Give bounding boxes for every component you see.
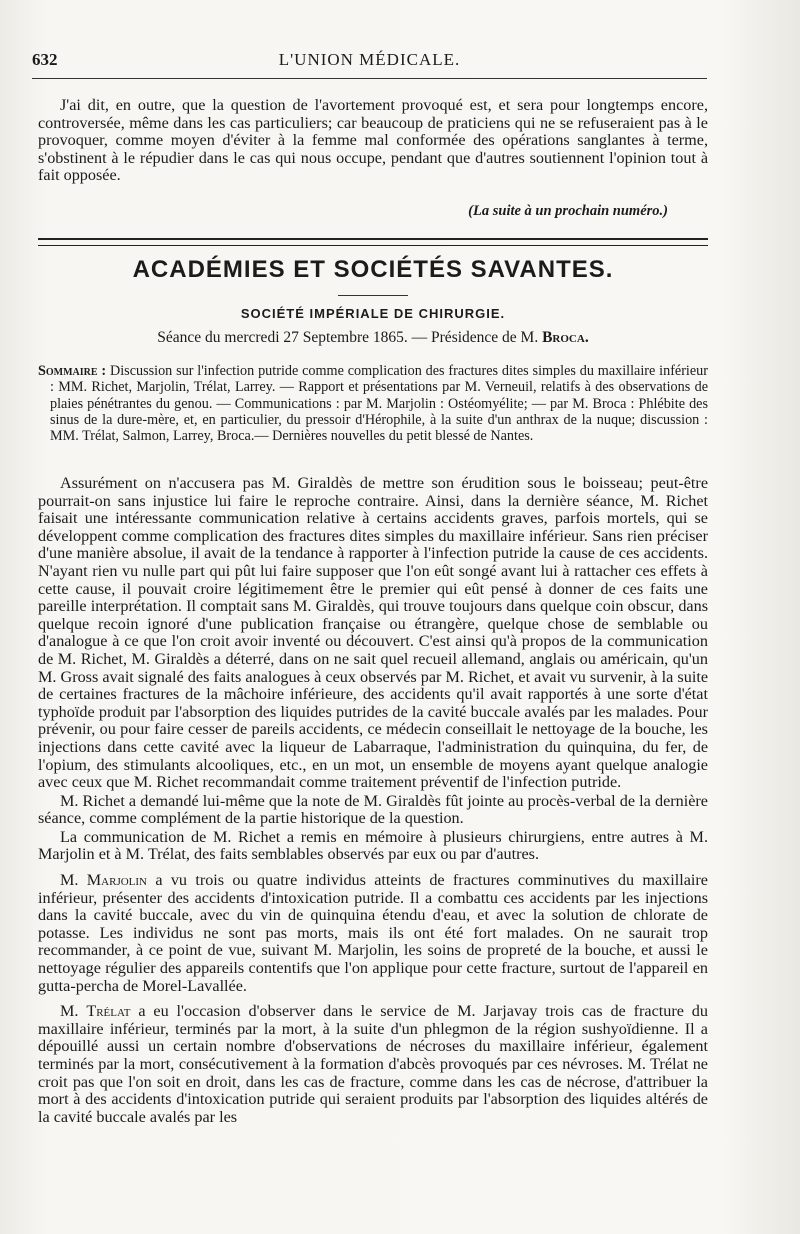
president-name: Broca. (542, 329, 589, 346)
paragraph-1: Assurément on n'accusera pas M. Giraldès de mettre son érudition sous le boisseau; peut-être pourrait-on sans injustice lui faire le reproche contraire. Ainsi, dans la dernière séance, M. Richet faisait une intéressante communication relative à certains accidents graves, parfois mortels, qui se développent comme complication des fractures dites simples du maxillaire inférieur. Sans rien préciser d'une manière absolue, il avait de la tendance à rapporter à l'infection putride la cause de ces accidents. N'ayant rien vu nulle part qui pût lui faire supposer que l'on eût songé avant lui à rattacher ces effets à cette cause, il pouvait croire légitimement être le premier qui eût pensé à donner de ces faits une pareille interprétation. Il comptait sans M. Giraldès, qui trouve toujours dans quelque coin obscur, dans quelque recoin ignoré d'une publication française ou étrangère, quelque chose de semblable ou d'analogue à ce que l'on croit avoir inventé ou découvert. C'est ainsi qu'à propos de la communication de M. Richet, M. Giraldès a déterré, dans on ne sait quel recueil allemand, anglais ou américain, qu'un M. Gross avait signalé des faits analogues à ceux observés par M. Richet, et avait vu survenir, à la suite de certaines fractures de la mâchoire inférieure, des accidents qu'il avait rapportés à une sorte d'état typhoïde produit par l'absorption des liquides putrides de la cavité buccale avalés par les malades. Pour prévenir, ou pour faire cesser de pareils accidents, ce médecin conseillait le nettoyage de la bouche, les injections dans cette cavité avec la liqueur de Labarraque, l'administration du quinquina, du fer, de l'opium, des stimulants alcooliques, etc., en un mot, un ensemble de moyens ayant quelque analogie avec ceux que M. Richet recommandait comme traitement préventif de l'infection putride. (38, 474, 708, 792)
speaker-prefix: M. (60, 871, 87, 890)
running-title: L'UNION MÉDICALE. (278, 50, 461, 69)
paragraph-4 (38, 872, 708, 995)
speaker-prefix: M. (60, 1002, 87, 1021)
speaker-name: Marjolin (86, 871, 147, 890)
section-title: ACADÉMIES ET SOCIÉTÉS SAVANTES. (132, 256, 614, 283)
report-body (38, 475, 708, 1126)
speaker-name: Trélat (86, 1002, 131, 1021)
society-name: SOCIÉTÉ IMPÉRIALE DE CHIRURGIE. (240, 306, 506, 321)
summary-text: Discussion sur l'infection putride comme complication des fractures dites simples du maxillaire inférieur : MM. Richet, Marjolin, Trélat, Larrey. — Rapport et présentations par M. Verneuil, relatifs à des observations de plaies pénétrantes du genou. — Communications : par M. Marjolin : Ostéomyélite; — par M. Broca : Phlébite des sinus de la dure-mère, et, en particulier, du pressoir d'Hérophile, à la suite d'un anthrax de la nuque; discussion : MM. Trélat, Salmon, Larrey, Broca.— Dernières nouvelles du petit blessé de Nantes. (50, 363, 708, 445)
summary-block (38, 363, 708, 444)
section-divider (38, 238, 708, 246)
continued-paragraph: J'ai dit, en outre, que la question de l'avortement provoqué est, et sera pour longtemps encore, controversée, même dans les cas particuliers; car beaucoup de praticiens qui ne se refuseraient pas à le provoquer, comme moyen d'éviter à la femme mal conformée des opérations sanglantes à terme, s'obstinent à le répudier dans le cas qui nous occupe, pendant que d'autres soutiennent l'opinion tout à fait opposée. (38, 96, 708, 185)
session-line (38, 329, 708, 347)
paragraph-5 (38, 1003, 708, 1126)
to-be-continued-note: (La suite à un prochain numéro.) (468, 203, 668, 219)
paragraph-5-text: a eu l'occasion d'observer dans le service de M. Jarjavay trois cas de fracture du maxillaire inférieur, terminés par la mort, à la suite d'un phlegmon de la région sushyoïdienne. Il a dépouillé aussi un certain nombre d'observations de nécroses du maxillaire inférieur, également terminés par la mort, consécutivement à la formation d'abcès provoqués par ces névroses. M. Trélat ne croit pas que l'on soit en droit, dans les cas de fracture, comme dans les cas de nécrose, d'attribuer la mort à des accidents d'intoxication putride qui seraient produits par l'absorption des liquides altérés de la cavité buccale avalés par les (38, 1002, 708, 1126)
page-number: 632 (32, 50, 58, 69)
page-header (32, 50, 707, 76)
continued-article (38, 97, 708, 185)
header-rule (32, 78, 707, 79)
paragraph-2: M. Richet a demandé lui-même que la note de M. Giraldès fût jointe au procès-verbal de la dernière séance, comme complément de la partie historique de la question. (38, 791, 708, 828)
title-rule (338, 295, 408, 296)
summary-paragraph (38, 363, 708, 444)
session-date: Séance du mercredi 27 Septembre 1865. — Présidence de M. (157, 329, 543, 346)
summary-label: Sommaire : (38, 363, 107, 379)
paragraph-4-text: a vu trois ou quatre individus atteints de fractures comminutives du maxillaire inférieur, présenter des accidents d'intoxication putride. Il a combattu ces accidents par les injections dans la cavité buccale, avec du vin de quinquina étendu d'eau, et avec la solution de chlorate de potasse. Les individus ne sont pas morts, mais ils ont été fort malades. On ne saurait trop recommander, à ce point de vue, suivant M. Marjolin, les soins de propreté de la bouche, et aussi le nettoyage régulier des appareils contentifs que l'on applique pour cette fracture, surtout de l'appareil en gutta-percha de Morel-Lavallée. (38, 871, 708, 995)
paragraph-3: La communication de M. Richet a remis en mémoire à plusieurs chirurgiens, entre autres à M. Marjolin et à M. Trélat, des faits semblables observés par eux ou par d'autres. (38, 827, 708, 864)
